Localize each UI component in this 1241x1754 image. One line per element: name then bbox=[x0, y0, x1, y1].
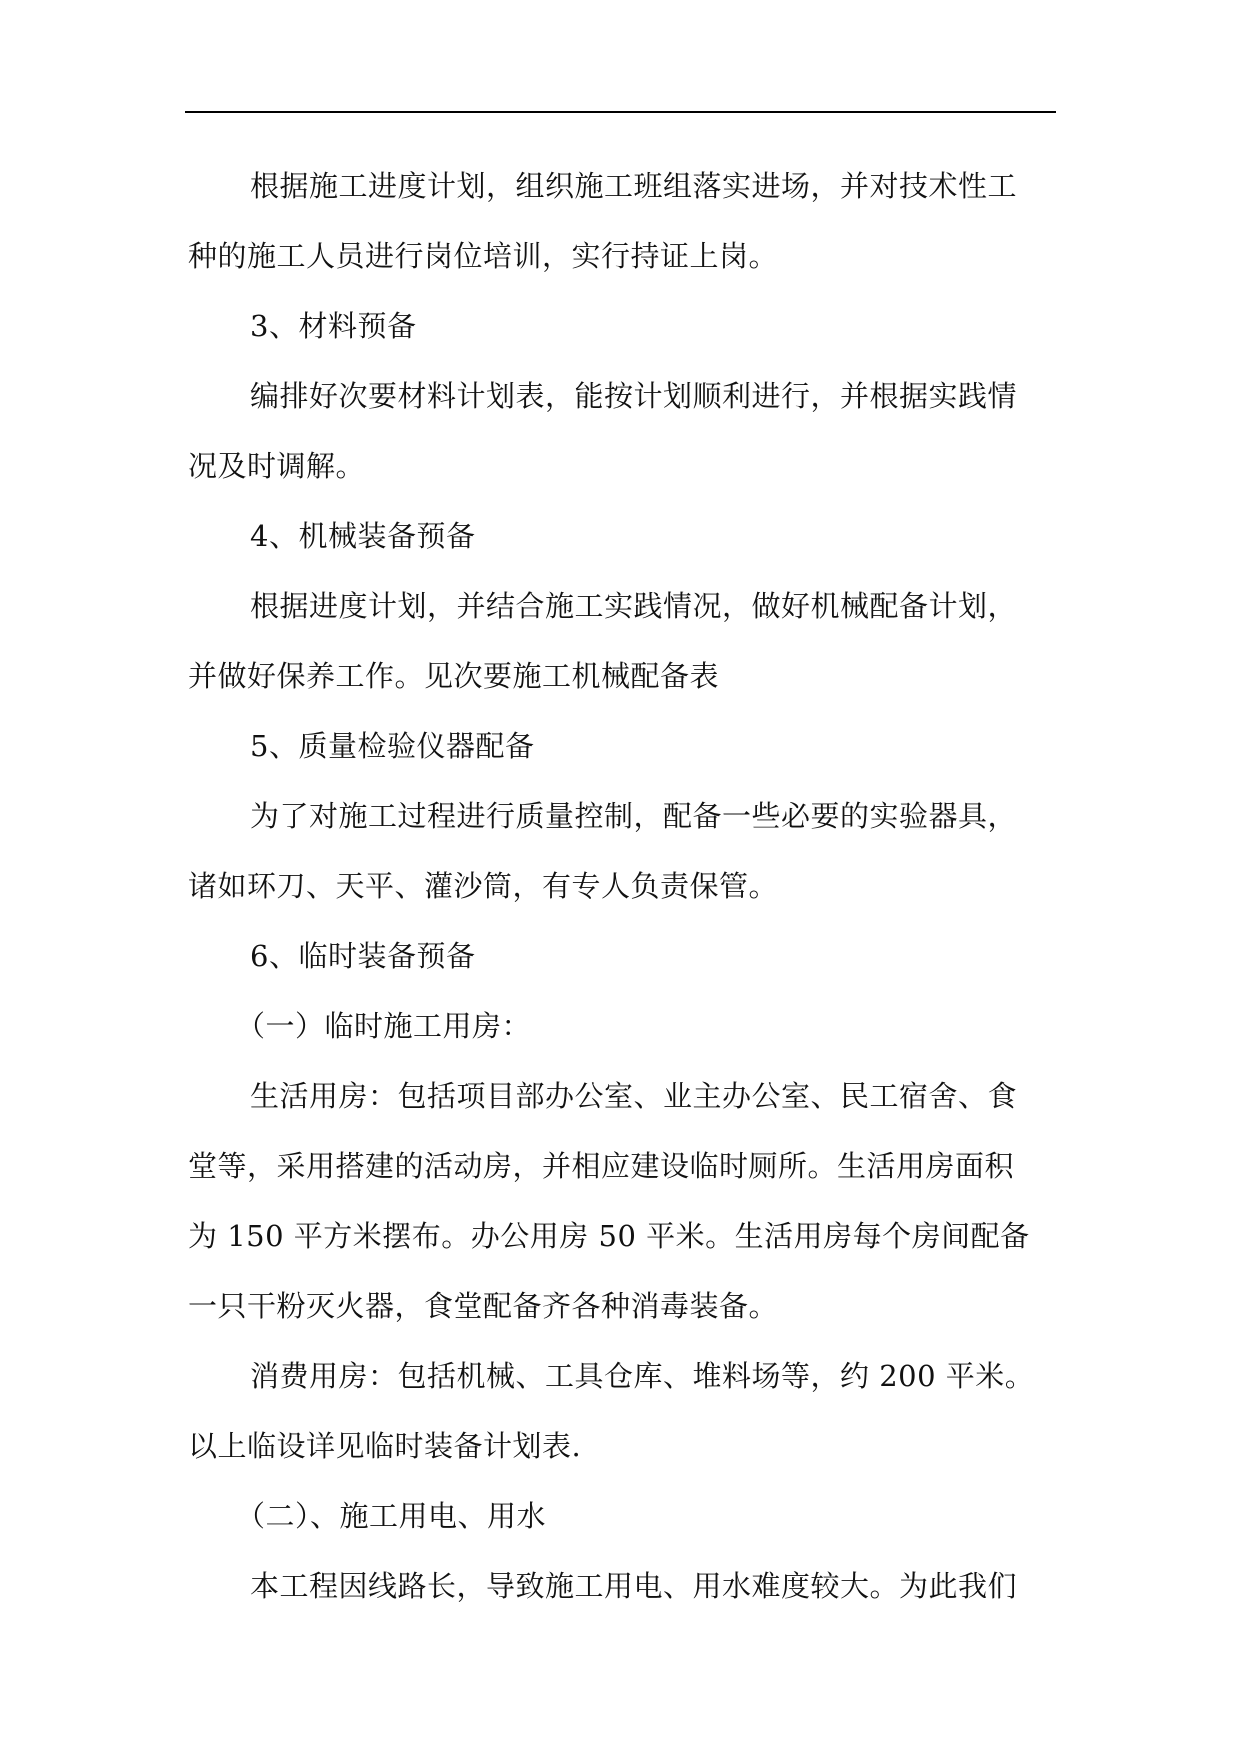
paragraph-line: 堂等，采用搭建的活动房，并相应建设临时厕所。生活用房面积 bbox=[188, 1149, 1015, 1183]
paragraph-line: 本工程因线路长，导致施工用电、用水难度较大。为此我们 bbox=[250, 1569, 1018, 1603]
paragraph-line: 消费用房：包括机械、工具仓库、堆料场等，约 200 平米。 bbox=[250, 1359, 1035, 1393]
section-heading: 6、临时装备预备 bbox=[250, 939, 476, 973]
paragraph-line: 为 150 平方米摆布。办公用房 50 平米。生活用房每个房间配备 bbox=[188, 1219, 1030, 1253]
paragraph-line: 以上临设详见临时装备计划表. bbox=[188, 1429, 582, 1463]
paragraph-line: 种的施工人员进行岗位培训，实行持证上岗。 bbox=[188, 239, 779, 273]
paragraph-line: 根据施工进度计划，组织施工班组落实进场，并对技术性工 bbox=[250, 169, 1018, 203]
subsection-heading: （一）临时施工用房： bbox=[236, 1009, 532, 1043]
paragraph-line: 生活用房：包括项目部办公室、业主办公室、民工宿舍、食 bbox=[250, 1079, 1018, 1113]
paragraph-line: 编排好次要材料计划表，能按计划顺利进行，并根据实践情 bbox=[250, 379, 1018, 413]
document-body bbox=[188, 151, 1056, 1621]
paragraph-line: 并做好保养工作。见次要施工机械配备表 bbox=[188, 659, 720, 693]
paragraph-line: 根据进度计划，并结合施工实践情况，做好机械配备计划， bbox=[250, 589, 1018, 623]
section-heading: 5、质量检验仪器配备 bbox=[250, 729, 535, 763]
paragraph-line: 为了对施工过程进行质量控制，配备一些必要的实验器具， bbox=[250, 799, 1018, 833]
section-heading: 3、材料预备 bbox=[250, 309, 417, 343]
header-rule bbox=[185, 111, 1056, 113]
section-heading: 4、机械装备预备 bbox=[250, 519, 476, 553]
paragraph-line: 一只干粉灭火器，食堂配备齐各种消毒装备。 bbox=[188, 1289, 779, 1323]
paragraph-line: 诸如环刀、天平、灌沙筒，有专人负责保管。 bbox=[188, 869, 779, 903]
subsection-heading: （二）、施工用电、用水 bbox=[236, 1499, 547, 1533]
paragraph-line: 况及时调解。 bbox=[188, 449, 366, 483]
